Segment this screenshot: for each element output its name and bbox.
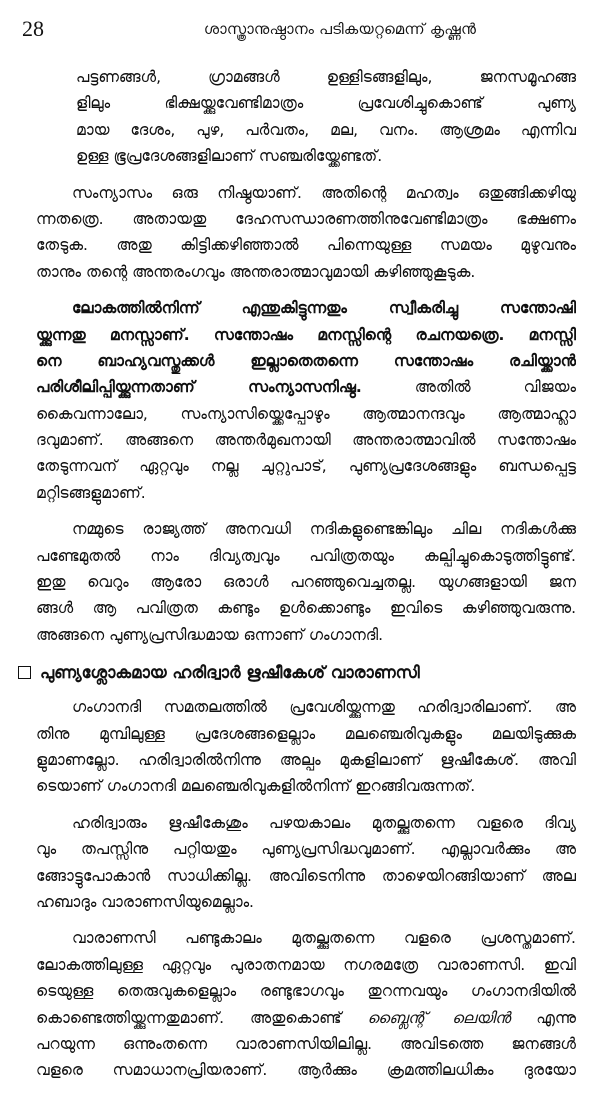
paragraph bbox=[36, 925, 576, 1083]
text-line: ഹരിദ്വാരും ഋഷീകേശും പഴയകാലം മുതല്ക്കുതന്നെ വളരെ ദിവ്യ bbox=[72, 813, 576, 832]
text-span: എന്നു bbox=[510, 1008, 576, 1027]
text-line: സംന്യാസം ഒരു നിഷ്ഠയാണ്. അതിന്റെ മഹത്വം ഒതുങ്ങിക്കഴിയു bbox=[72, 183, 576, 202]
text-line: മായ ദേശം, പുഴ, പർവതം, മല, വനം. ആശ്രമം എന്നിവ bbox=[76, 120, 576, 139]
text-line: മറ്റിടങ്ങളുമാണ്. bbox=[36, 483, 146, 502]
paragraph bbox=[36, 180, 576, 286]
text-line: പട്ടണങ്ങൾ, ഗ്രാമങ്ങൾ ഉള്ളിടങ്ങളിലും, ജനസമൂഹങ്ങ bbox=[76, 68, 576, 86]
text-line: തേടുന്നവന് ഏറ്റവും നല്ല ചുറ്റുപാട്, പുണ്യപ്രദേശങ്ങളും ബന്ധപ്പെട്ട bbox=[36, 457, 576, 476]
paragraph bbox=[36, 295, 576, 506]
text-line: ളുമാണല്ലോ. ഹരിദ്വാരിൽനിന്നു അല്പം മുകളിലാണ് ഋഷീകേശ്. അവി bbox=[36, 750, 576, 769]
paragraph bbox=[36, 516, 576, 648]
text-line: പണ്ടേമുതൽ നാം ദിവ്യത്വവും പവിത്രതയും കല്പിച്ചുകൊടുത്തിട്ടുണ്ട്. bbox=[36, 546, 576, 565]
text-line: ലോകത്തിലുള്ള ഏറ്റവും പുരാതനമായ നഗരമത്രേ വാരാണസി. ഇവി bbox=[36, 955, 576, 974]
text-line: ഹബാദും വാരാണസിയുമെല്ലാം. bbox=[36, 892, 254, 911]
text-line: തിനു മുമ്പിലുള്ള പ്രദേശങ്ങളെല്ലാം മലഞ്ചെരിവുകളും മലയിടുക്കുക bbox=[36, 724, 576, 743]
italic-phrase: ബ്ലൈന്റ് ലെയിൻ bbox=[367, 1008, 511, 1027]
page-number: 28 bbox=[22, 16, 44, 41]
text-line bbox=[36, 374, 576, 400]
text-span: കൊണ്ടെത്തിയ്ക്കുന്നതുമാണ്. അതുകൊണ്ട് bbox=[36, 1008, 368, 1027]
text-line: വാരാണസി പണ്ടുകാലം മുതല്ക്കുതന്നെ വളരെ പ്രശസ്തമാണ്. bbox=[72, 929, 576, 948]
section-heading-text: പുണ്യശ്ലോകമായ ഹരിദ്വാർ ഋഷീകേശ് വാരാണസി bbox=[40, 663, 420, 683]
text-line: താനും തന്റെ അന്തരംഗവും അന്തരാത്മാവുമായി കഴിഞ്ഞുകൂടുക. bbox=[36, 262, 476, 281]
page-header bbox=[0, 14, 600, 44]
text-line: ഇതു വെറും ആരോ ഒരാൾ പറഞ്ഞുവെച്ചതല്ല. യുഗങ്ങളായി ജന bbox=[36, 573, 576, 592]
paragraph bbox=[36, 64, 576, 170]
text-line: നമ്മുടെ രാജ്യത്ത് അനവധി നദികളുണ്ടെങ്കിലും ചില നദികൾക്കു bbox=[72, 520, 576, 539]
text-line: തേടുക. അതു കിട്ടിക്കഴിഞ്ഞാൽ പിന്നെയുള്ള സമയം മുഴുവനും bbox=[36, 236, 576, 255]
text-line: യ്ക്കുന്നതു മനസ്സാണ്. സന്തോഷം മനസ്സിന്റെ രചനയത്രെ. മനസ്സി bbox=[36, 325, 576, 344]
text-line: ഉള്ള ഭൂപ്രദേശങ്ങളിലാണ് സഞ്ചരിയ്ക്കേണ്ടത്. bbox=[76, 147, 383, 166]
text-line: ങ്ങോട്ടുപോകാൻ സാധിക്കില്ല. അവിടെനിന്നു താഴെയിറങ്ങിയാണ് അല bbox=[36, 866, 576, 885]
text-line: ന്നതത്രെ. അതായതു ദേഹസന്ധാരണത്തിനുവേണ്ടിമാത്രം ഭക്ഷണം bbox=[36, 209, 576, 228]
bold-phrase: പരിശീലിപ്പിയ്ക്കുന്നതാണ് സംന്യാസനിഷ്ഠ. bbox=[36, 378, 362, 397]
text-line: ളിലും ഭിക്ഷയ്ക്കുവേണ്ടിമാത്രം പ്രവേശിച്ചുകൊണ്ട് പുണ്യ bbox=[76, 94, 576, 113]
square-bullet-icon bbox=[18, 666, 31, 679]
paragraph bbox=[36, 810, 576, 916]
text-line: ഗംഗാനദി സമതലത്തിൽ പ്രവേശിയ്ക്കുന്നതു ഹരിദ്വാരിലാണ്. അ bbox=[72, 698, 576, 717]
text-line: വും തപസ്സിനു പറ്റിയതും പുണ്യപ്രസിദ്ധവുമാണ്. എല്ലാവർക്കും അ bbox=[36, 840, 576, 859]
text-line: നെ ബാഹ്യവസ്തുക്കൾ ഇല്ലാതെതന്നെ സന്തോഷം രചിയ്ക്കാൻ bbox=[36, 351, 576, 370]
text-line bbox=[36, 1005, 576, 1031]
text-span: അതിൽ വിജയം bbox=[361, 378, 576, 397]
text-line: ലോകത്തിൽനിന്ന് എന്തുകിട്ടുന്നതും സ്വീകരിച്ചു സന്തോഷി bbox=[72, 299, 576, 318]
body-text bbox=[36, 64, 576, 1094]
text-line: ടെയാണ് ഗംഗാനദി മലഞ്ചെരിവുകളിൽനിന്ന് ഇറങ്ങിവരുന്നത്. bbox=[36, 777, 476, 796]
section-heading bbox=[18, 658, 576, 688]
text-line: അങ്ങനെ പുണ്യപ്രസിദ്ധമായ ഒന്നാണ് ഗംഗാനദി. bbox=[36, 625, 384, 644]
text-line: ടെയുള്ള തെരുവുകളെല്ലാം രണ്ടുഭാഗവും തുറന്നവയും ഗംഗാനദിയിൽ bbox=[36, 982, 576, 1001]
text-line: ദവുമാണ്. അങ്ങനെ അന്തർമുഖനായി അന്തരാത്മാവിൽ സന്തോഷം bbox=[36, 431, 576, 450]
text-line: ങ്ങൾ ആ പവിത്രത കണ്ടും ഉൾക്കൊണ്ടും ഇവിടെ കഴിഞ്ഞുവരുന്നു. bbox=[36, 599, 576, 618]
running-title: ശാസ്ത്രാനുഷ്ഠാനം പടികയറ്റമെന്ന് കൃഷ്ണൻ bbox=[203, 20, 477, 38]
text-line: പറയുന്ന ഒന്നുംതന്നെ വാരാണസിയിലില്ല. അവിടത്തെ ജനങ്ങൾ bbox=[36, 1034, 576, 1053]
text-line: കൈവന്നാലോ, സംന്യാസിയ്ക്കെപ്പോഴും ആത്മാനന്ദവും ആത്മാഹ്ലാ bbox=[36, 404, 576, 423]
text-line: വളരെ സമാധാനപ്രിയരാണ്. ആർക്കും ക്രമത്തിലധികം ദുരയോ bbox=[36, 1061, 576, 1080]
paragraph bbox=[36, 694, 576, 800]
